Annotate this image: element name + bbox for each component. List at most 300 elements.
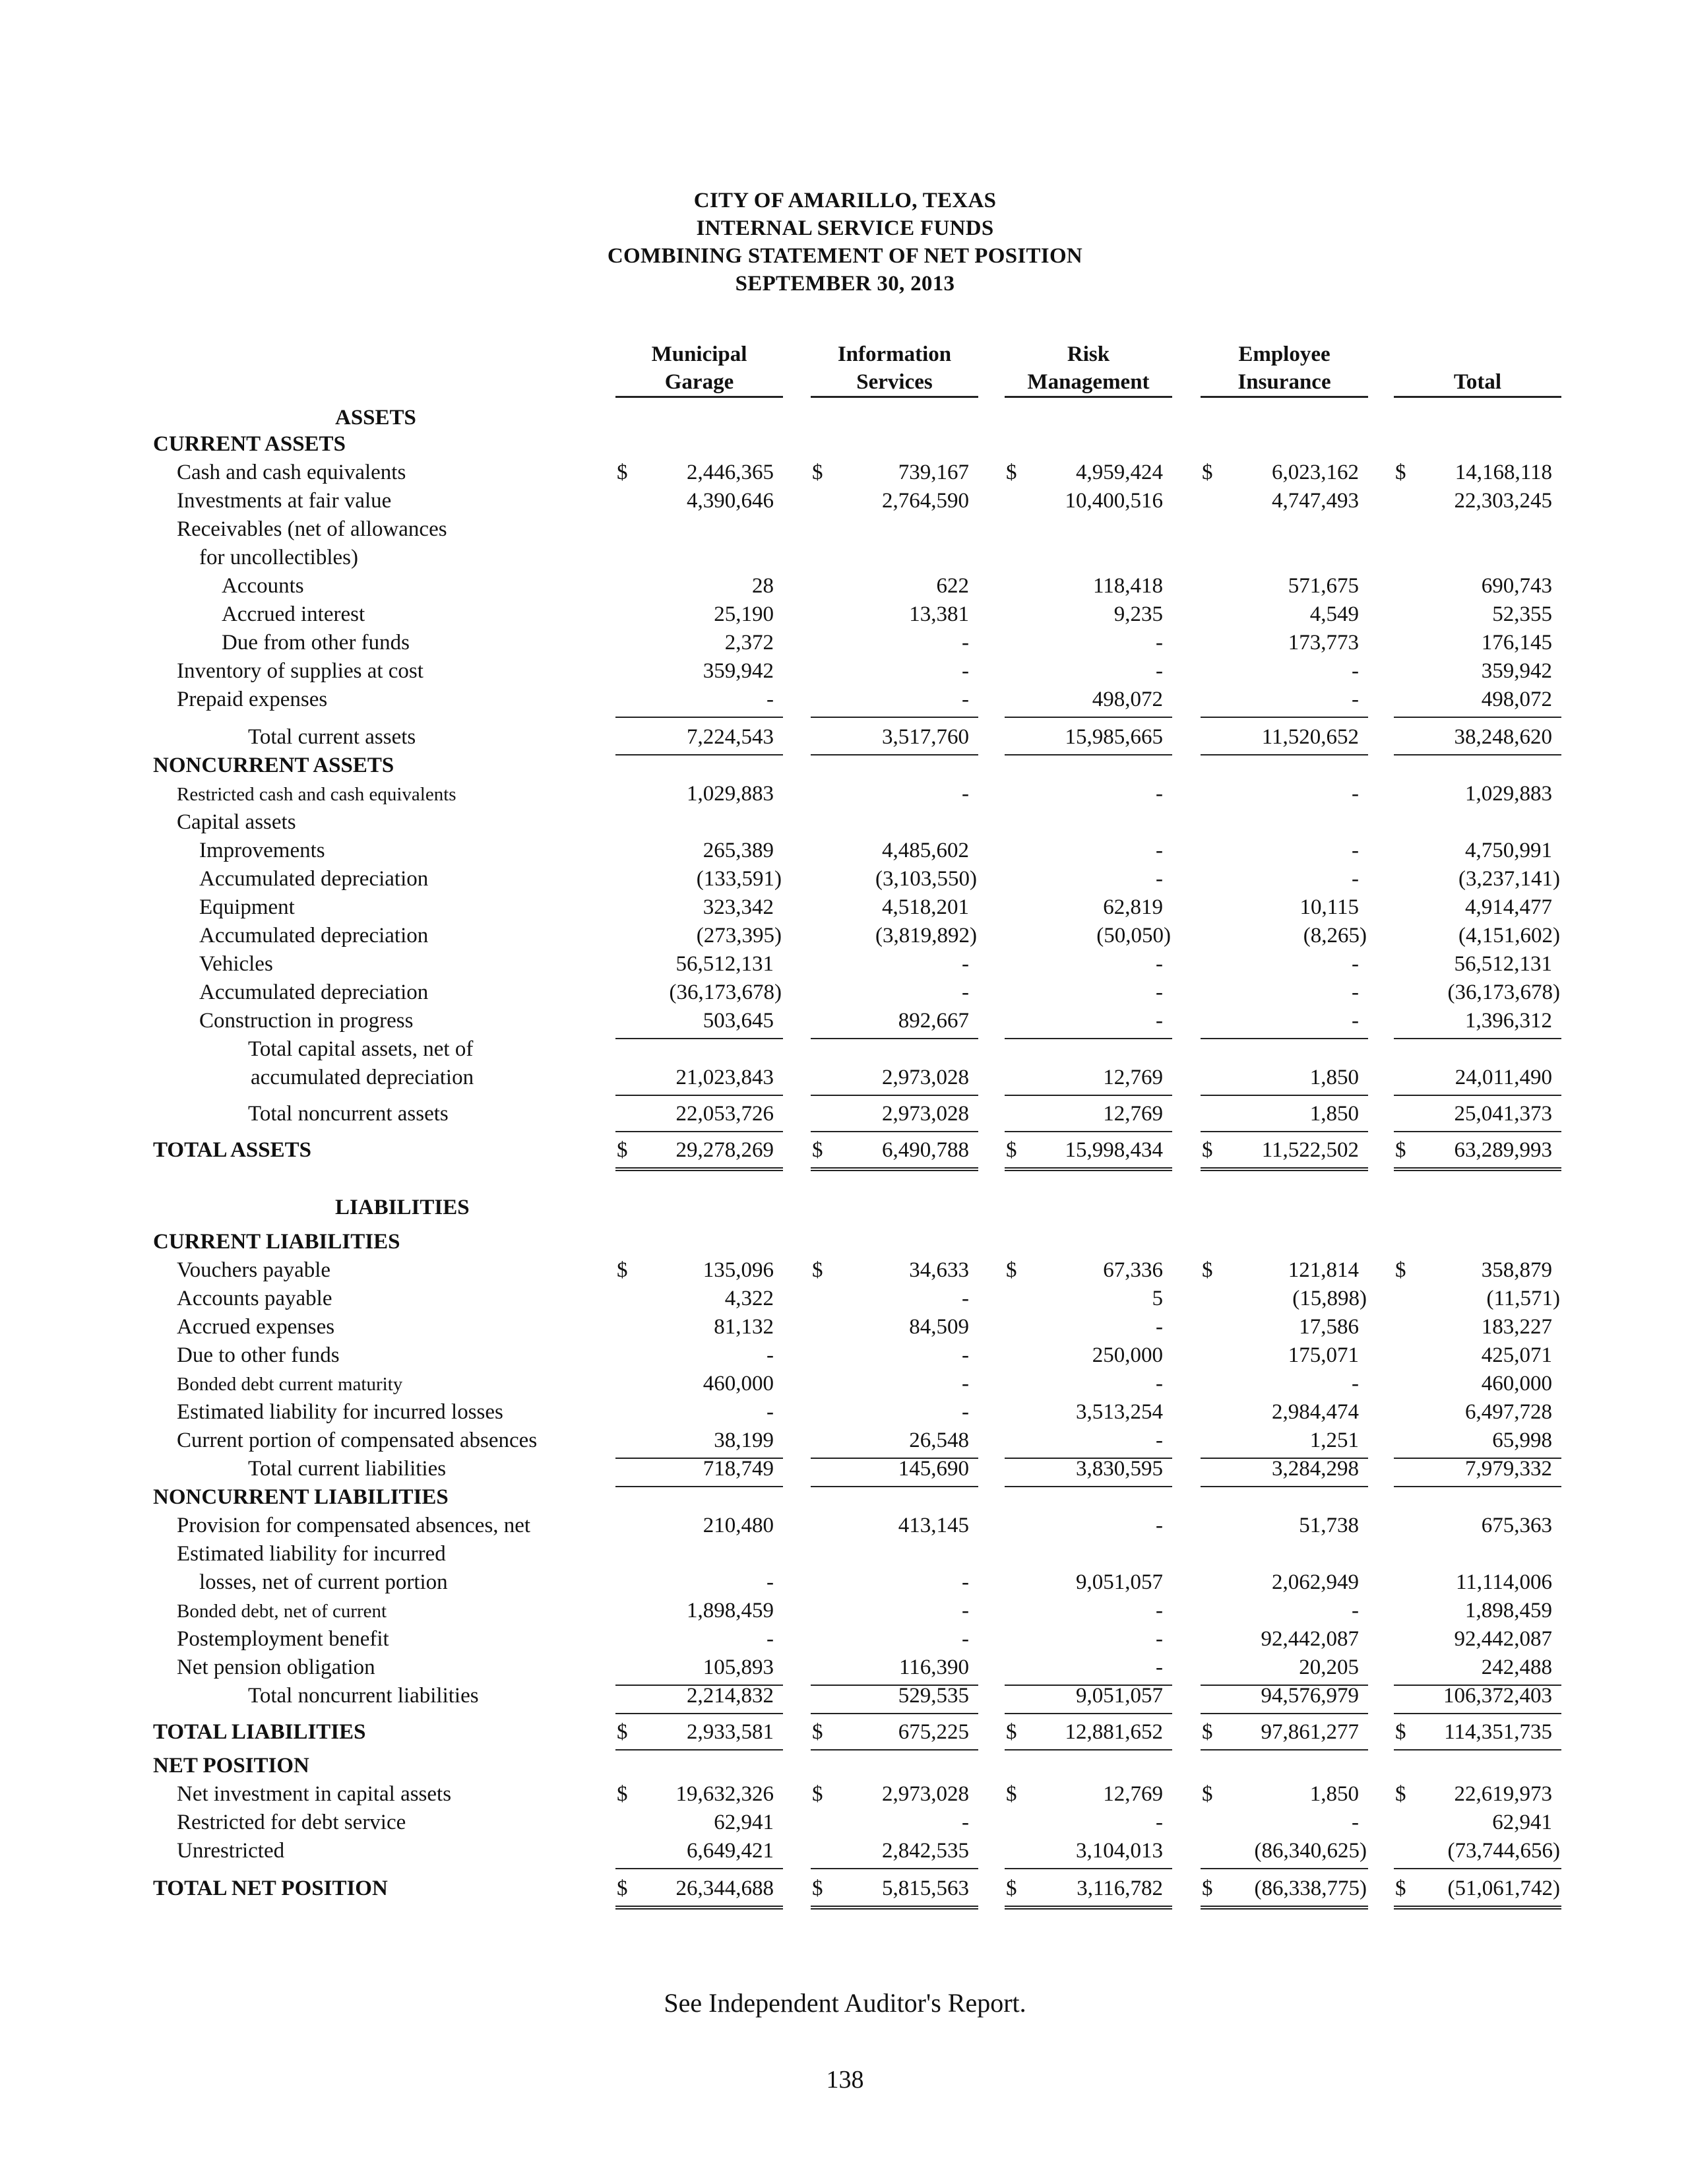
cell-value: 4,549 bbox=[1309, 602, 1359, 626]
cell-value: - bbox=[1156, 839, 1163, 862]
dollar-sign: $ bbox=[1202, 1877, 1213, 1900]
cell-value: - bbox=[962, 980, 969, 1004]
cell-information-services bbox=[811, 574, 978, 603]
table-row bbox=[0, 1457, 1690, 1486]
column-header-risk-management bbox=[1005, 340, 1172, 398]
table-row bbox=[0, 546, 1690, 575]
row-label: Cash and cash equivalents bbox=[177, 461, 406, 484]
cell-municipal-garage bbox=[615, 1400, 783, 1429]
cell-total bbox=[1394, 980, 1561, 1010]
cell-value: - bbox=[1156, 782, 1163, 806]
cell-employee-insurance bbox=[1201, 1066, 1368, 1096]
cell-value: 26,344,688 bbox=[675, 1877, 774, 1900]
cell-employee-insurance bbox=[1201, 782, 1368, 811]
cell-municipal-garage bbox=[615, 1429, 783, 1459]
cell-value: (133,591) bbox=[696, 867, 782, 891]
cell-value: 2,973,028 bbox=[882, 1102, 969, 1126]
cell-municipal-garage bbox=[615, 1009, 783, 1039]
cell-value: 145,690 bbox=[898, 1457, 969, 1481]
cell-value: 210,480 bbox=[703, 1514, 774, 1537]
cell-value: 460,000 bbox=[703, 1372, 774, 1396]
cell-total bbox=[1394, 725, 1561, 755]
row-label: Estimated liability for incurred bbox=[177, 1542, 446, 1566]
column-header-municipal-garage bbox=[615, 340, 783, 398]
cell-value: 81,132 bbox=[714, 1315, 774, 1339]
cell-value: (3,103,550) bbox=[875, 867, 977, 891]
cell-value: 413,145 bbox=[898, 1514, 969, 1537]
dollar-sign: $ bbox=[1395, 461, 1406, 484]
cell-risk-management bbox=[1005, 839, 1172, 868]
cell-employee-insurance bbox=[1201, 631, 1368, 660]
cell-value: 17,586 bbox=[1299, 1315, 1359, 1339]
table-row bbox=[0, 1258, 1690, 1287]
row-label: Accrued expenses bbox=[177, 1315, 335, 1339]
table-row bbox=[0, 1485, 1690, 1514]
cell-value: - bbox=[962, 952, 969, 976]
cell-value: 690,743 bbox=[1481, 574, 1552, 598]
table-row bbox=[0, 754, 1690, 783]
cell-information-services bbox=[811, 461, 978, 490]
cell-employee-insurance bbox=[1201, 1343, 1368, 1372]
row-label: Accounts bbox=[222, 574, 304, 598]
cell-value: 2,933,581 bbox=[687, 1720, 774, 1744]
cell-value: 21,023,843 bbox=[675, 1066, 774, 1089]
cell-value: 6,649,421 bbox=[687, 1839, 774, 1863]
cell-value: - bbox=[1352, 1009, 1359, 1033]
cell-value: - bbox=[1156, 631, 1163, 655]
cell-employee-insurance bbox=[1201, 1258, 1368, 1287]
cell-value: - bbox=[1156, 1627, 1163, 1651]
cell-value: 25,041,373 bbox=[1454, 1102, 1552, 1126]
cell-value: 106,372,403 bbox=[1443, 1684, 1552, 1708]
cell-municipal-garage bbox=[615, 1258, 783, 1287]
cell-value: 3,104,013 bbox=[1076, 1839, 1163, 1863]
cell-information-services bbox=[811, 1684, 978, 1714]
cell-value: 63,289,993 bbox=[1454, 1138, 1552, 1162]
cell-municipal-garage bbox=[615, 895, 783, 924]
cell-municipal-garage bbox=[615, 688, 783, 718]
row-label: Accumulated depreciation bbox=[199, 980, 429, 1004]
cell-value: - bbox=[962, 1811, 969, 1834]
cell-value: - bbox=[1352, 867, 1359, 891]
cell-value: (3,237,141) bbox=[1458, 867, 1560, 891]
cell-value: (273,395) bbox=[696, 924, 782, 947]
cell-risk-management bbox=[1005, 1655, 1172, 1686]
cell-risk-management bbox=[1005, 924, 1172, 953]
row-label: Equipment bbox=[199, 895, 295, 919]
cell-total bbox=[1394, 1839, 1561, 1869]
column-header-line-2: Total bbox=[1453, 370, 1502, 394]
footer-note: See Independent Auditor's Report. bbox=[664, 1988, 1026, 2018]
cell-employee-insurance bbox=[1201, 659, 1368, 688]
cell-total bbox=[1394, 782, 1561, 811]
cell-municipal-garage bbox=[615, 1599, 783, 1628]
cell-value: 34,633 bbox=[909, 1258, 969, 1282]
cell-municipal-garage bbox=[615, 1514, 783, 1543]
table-row bbox=[0, 1102, 1690, 1131]
cell-information-services bbox=[811, 631, 978, 660]
cell-municipal-garage bbox=[615, 1066, 783, 1096]
cell-value: 3,284,298 bbox=[1272, 1457, 1359, 1481]
row-label: Estimated liability for incurred losses bbox=[177, 1400, 503, 1424]
cell-value: (4,151,602) bbox=[1458, 924, 1560, 947]
cell-employee-insurance bbox=[1201, 1400, 1368, 1429]
cell-value: 7,979,332 bbox=[1465, 1457, 1552, 1481]
cell-value: 5 bbox=[1152, 1287, 1163, 1310]
table-row bbox=[0, 1138, 1690, 1167]
cell-information-services bbox=[811, 1782, 978, 1811]
cell-total bbox=[1394, 1102, 1561, 1132]
cell-value: - bbox=[1156, 1655, 1163, 1679]
cell-information-services bbox=[811, 1655, 978, 1686]
cell-municipal-garage bbox=[615, 1782, 783, 1811]
cell-value: - bbox=[1156, 1009, 1163, 1033]
cell-value: 12,769 bbox=[1103, 1066, 1163, 1089]
cell-value: 6,490,788 bbox=[882, 1138, 969, 1162]
cell-value: 2,764,590 bbox=[882, 489, 969, 513]
cell-value: 19,632,326 bbox=[675, 1782, 774, 1806]
cell-employee-insurance bbox=[1201, 980, 1368, 1010]
cell-risk-management bbox=[1005, 1372, 1172, 1401]
table-row bbox=[0, 810, 1690, 839]
cell-value: 176,145 bbox=[1481, 631, 1552, 655]
row-label: Current portion of compensated absences bbox=[177, 1429, 538, 1452]
row-label: Capital assets bbox=[177, 810, 296, 834]
cell-information-services bbox=[811, 895, 978, 924]
cell-risk-management bbox=[1005, 1066, 1172, 1096]
cell-value: 4,518,201 bbox=[882, 895, 969, 919]
title-line-3: COMBINING STATEMENT OF NET POSITION bbox=[607, 244, 1083, 268]
cell-value: - bbox=[962, 1599, 969, 1622]
cell-value: 4,485,602 bbox=[882, 839, 969, 862]
cell-value: 6,497,728 bbox=[1465, 1400, 1552, 1424]
table-row bbox=[0, 517, 1690, 546]
cell-value: - bbox=[962, 659, 969, 683]
table-row bbox=[0, 1009, 1690, 1038]
cell-risk-management bbox=[1005, 489, 1172, 518]
cell-value: 1,850 bbox=[1309, 1102, 1359, 1126]
cell-employee-insurance bbox=[1201, 461, 1368, 490]
cell-risk-management bbox=[1005, 574, 1172, 603]
dollar-sign: $ bbox=[1395, 1877, 1406, 1900]
row-label: Total noncurrent liabilities bbox=[248, 1684, 479, 1708]
cell-value: - bbox=[1156, 1514, 1163, 1537]
cell-value: 118,418 bbox=[1092, 574, 1163, 598]
row-label: Net pension obligation bbox=[177, 1655, 375, 1679]
row-label: Investments at fair value bbox=[177, 489, 392, 513]
table-row bbox=[0, 839, 1690, 868]
cell-value: - bbox=[962, 1400, 969, 1424]
row-label: losses, net of current portion bbox=[199, 1570, 448, 1594]
cell-employee-insurance bbox=[1201, 1599, 1368, 1628]
cell-employee-insurance bbox=[1201, 688, 1368, 718]
cell-value: 4,747,493 bbox=[1272, 489, 1359, 513]
cell-risk-management bbox=[1005, 952, 1172, 981]
column-header-line-2: Insurance bbox=[1237, 370, 1331, 394]
cell-total bbox=[1394, 574, 1561, 603]
cell-value: 9,051,057 bbox=[1076, 1570, 1163, 1594]
table-row bbox=[0, 1315, 1690, 1344]
table-row bbox=[0, 489, 1690, 518]
table-row bbox=[0, 1684, 1690, 1713]
cell-municipal-garage bbox=[615, 461, 783, 490]
liabilities-heading: LIABILITIES bbox=[335, 1196, 470, 1219]
cell-total bbox=[1394, 1372, 1561, 1401]
cell-information-services bbox=[811, 1457, 978, 1487]
cell-value: - bbox=[1156, 867, 1163, 891]
dollar-sign: $ bbox=[1202, 1782, 1213, 1806]
cell-employee-insurance bbox=[1201, 725, 1368, 755]
dollar-sign: $ bbox=[617, 1720, 628, 1744]
column-header-line-1: Employee bbox=[1238, 342, 1330, 366]
cell-value: - bbox=[1156, 1599, 1163, 1622]
cell-municipal-garage bbox=[615, 924, 783, 953]
cell-value: - bbox=[962, 688, 969, 711]
cell-value: 26,548 bbox=[909, 1429, 969, 1452]
dollar-sign: $ bbox=[617, 1782, 628, 1806]
cell-value: - bbox=[1352, 839, 1359, 862]
cell-value: - bbox=[1352, 980, 1359, 1004]
table-row bbox=[0, 1429, 1690, 1458]
cell-value: 24,011,490 bbox=[1455, 1066, 1552, 1089]
cell-value: - bbox=[767, 688, 774, 711]
table-row bbox=[0, 1877, 1690, 1906]
cell-value: - bbox=[962, 1372, 969, 1396]
cell-value: 1,898,459 bbox=[1465, 1599, 1552, 1622]
cell-value: - bbox=[767, 1343, 774, 1367]
table-row bbox=[0, 631, 1690, 660]
cell-employee-insurance bbox=[1201, 1102, 1368, 1132]
cell-information-services bbox=[811, 867, 978, 896]
cell-information-services bbox=[811, 1570, 978, 1599]
cell-value: - bbox=[1156, 980, 1163, 1004]
cell-value: 62,941 bbox=[714, 1811, 774, 1834]
cell-municipal-garage bbox=[615, 489, 783, 518]
table-row bbox=[0, 1287, 1690, 1316]
cell-total bbox=[1394, 1627, 1561, 1656]
cell-value: 1,029,883 bbox=[687, 782, 774, 806]
cell-value: 503,645 bbox=[703, 1009, 774, 1033]
table-row bbox=[0, 602, 1690, 631]
cell-risk-management bbox=[1005, 782, 1172, 811]
cell-value: 1,029,883 bbox=[1465, 782, 1552, 806]
row-label: accumulated depreciation bbox=[251, 1066, 474, 1089]
table-row bbox=[0, 782, 1690, 811]
cell-value: (15,898) bbox=[1292, 1287, 1367, 1310]
cell-value: 571,675 bbox=[1288, 574, 1359, 598]
cell-risk-management bbox=[1005, 1720, 1172, 1750]
cell-value: (36,173,678) bbox=[669, 980, 782, 1004]
cell-information-services bbox=[811, 1877, 978, 1910]
cell-value: 718,749 bbox=[703, 1457, 774, 1481]
cell-risk-management bbox=[1005, 1570, 1172, 1599]
cell-value: 114,351,735 bbox=[1444, 1720, 1552, 1744]
dollar-sign: $ bbox=[617, 1258, 628, 1282]
cell-municipal-garage bbox=[615, 1720, 783, 1750]
dollar-sign: $ bbox=[812, 1138, 823, 1162]
column-header-line-1 bbox=[1394, 340, 1561, 368]
cell-value: 675,225 bbox=[898, 1720, 969, 1744]
table-row bbox=[0, 1599, 1690, 1628]
cell-municipal-garage bbox=[615, 1102, 783, 1132]
table-row bbox=[0, 1811, 1690, 1840]
cell-value: 28 bbox=[752, 574, 774, 598]
row-label: Total noncurrent assets bbox=[248, 1102, 449, 1126]
table-row bbox=[0, 725, 1690, 754]
cell-value: 2,214,832 bbox=[687, 1684, 774, 1708]
page-number: 138 bbox=[826, 2066, 864, 2094]
cell-value: (73,744,656) bbox=[1447, 1839, 1560, 1863]
row-label: TOTAL LIABILITIES bbox=[153, 1720, 366, 1744]
column-header-employee-insurance bbox=[1201, 340, 1368, 398]
row-label: Bonded debt, net of current bbox=[177, 1601, 387, 1622]
cell-value: 3,513,254 bbox=[1076, 1400, 1163, 1424]
table-row bbox=[0, 1655, 1690, 1685]
cell-risk-management bbox=[1005, 1343, 1172, 1372]
table-row bbox=[0, 1230, 1690, 1259]
cell-value: - bbox=[962, 1287, 969, 1310]
cell-information-services bbox=[811, 659, 978, 688]
cell-employee-insurance bbox=[1201, 489, 1368, 518]
column-header-line-1: Risk bbox=[1067, 342, 1110, 366]
cell-value: - bbox=[767, 1627, 774, 1651]
cell-total bbox=[1394, 1514, 1561, 1543]
row-label: Prepaid expenses bbox=[177, 688, 328, 711]
cell-value: 529,535 bbox=[898, 1684, 969, 1708]
cell-employee-insurance bbox=[1201, 1570, 1368, 1599]
cell-total bbox=[1394, 1400, 1561, 1429]
row-label: Total current assets bbox=[248, 725, 416, 749]
row-label: Accumulated depreciation bbox=[199, 867, 429, 891]
cell-value: 4,390,646 bbox=[687, 489, 774, 513]
cell-value: 4,914,477 bbox=[1465, 895, 1552, 919]
cell-value: 1,850 bbox=[1309, 1782, 1359, 1806]
cell-value: 22,053,726 bbox=[675, 1102, 774, 1126]
cell-total bbox=[1394, 1315, 1561, 1344]
cell-value: 675,363 bbox=[1481, 1514, 1552, 1537]
cell-value: 38,199 bbox=[714, 1429, 774, 1452]
cell-value: 9,235 bbox=[1113, 602, 1163, 626]
row-label: CURRENT ASSETS bbox=[153, 432, 346, 456]
cell-risk-management bbox=[1005, 631, 1172, 660]
cell-value: 2,973,028 bbox=[882, 1066, 969, 1089]
dollar-sign: $ bbox=[1395, 1258, 1406, 1282]
cell-information-services bbox=[811, 952, 978, 981]
cell-total bbox=[1394, 1655, 1561, 1686]
cell-total bbox=[1394, 1684, 1561, 1714]
cell-employee-insurance bbox=[1201, 1009, 1368, 1039]
cell-value: - bbox=[767, 1570, 774, 1594]
cell-value: 250,000 bbox=[1092, 1343, 1163, 1367]
cell-value: 2,973,028 bbox=[882, 1782, 969, 1806]
cell-total bbox=[1394, 839, 1561, 868]
table-row bbox=[0, 1400, 1690, 1429]
cell-value: 10,115 bbox=[1299, 895, 1359, 919]
row-label: Total current liabilities bbox=[248, 1457, 447, 1481]
column-header-line-2: Management bbox=[1027, 370, 1150, 394]
cell-information-services bbox=[811, 602, 978, 631]
dollar-sign: $ bbox=[1006, 1720, 1017, 1744]
row-label: Bonded debt current maturity bbox=[177, 1374, 403, 1395]
cell-municipal-garage bbox=[615, 1457, 783, 1487]
cell-value: 1,850 bbox=[1309, 1066, 1359, 1089]
cell-risk-management bbox=[1005, 1684, 1172, 1714]
cell-employee-insurance bbox=[1201, 924, 1368, 953]
cell-value: 22,303,245 bbox=[1454, 489, 1552, 513]
cell-municipal-garage bbox=[615, 1627, 783, 1656]
cell-information-services bbox=[811, 1372, 978, 1401]
cell-risk-management bbox=[1005, 725, 1172, 755]
cell-value: 12,769 bbox=[1103, 1102, 1163, 1126]
cell-information-services bbox=[811, 1400, 978, 1429]
row-label: Vouchers payable bbox=[177, 1258, 331, 1282]
cell-value: 10,400,516 bbox=[1065, 489, 1163, 513]
cell-employee-insurance bbox=[1201, 1429, 1368, 1459]
dollar-sign: $ bbox=[1395, 1782, 1406, 1806]
dollar-sign: $ bbox=[812, 1782, 823, 1806]
dollar-sign: $ bbox=[1006, 1782, 1017, 1806]
cell-value: (86,338,775) bbox=[1254, 1877, 1367, 1900]
cell-value: 9,051,057 bbox=[1076, 1684, 1163, 1708]
cell-risk-management bbox=[1005, 1877, 1172, 1910]
cell-value: 25,190 bbox=[714, 602, 774, 626]
row-label: Receivables (net of allowances bbox=[177, 517, 447, 541]
cell-value: 498,072 bbox=[1092, 688, 1163, 711]
row-label: Restricted for debt service bbox=[177, 1811, 406, 1834]
row-label: Improvements bbox=[199, 839, 325, 862]
cell-total bbox=[1394, 924, 1561, 953]
cell-municipal-garage bbox=[615, 1138, 783, 1171]
table-row bbox=[0, 952, 1690, 981]
cell-value: 11,114,006 bbox=[1455, 1570, 1552, 1594]
cell-value: 56,512,131 bbox=[1454, 952, 1552, 976]
cell-value: 67,336 bbox=[1103, 1258, 1163, 1282]
cell-value: - bbox=[1352, 782, 1359, 806]
cell-value: 1,396,312 bbox=[1465, 1009, 1552, 1033]
row-label: Net investment in capital assets bbox=[177, 1782, 452, 1806]
cell-value: 92,442,087 bbox=[1261, 1627, 1359, 1651]
cell-value: 29,278,269 bbox=[675, 1138, 774, 1162]
cell-value: - bbox=[767, 1400, 774, 1424]
cell-employee-insurance bbox=[1201, 1627, 1368, 1656]
cell-value: 56,512,131 bbox=[675, 952, 774, 976]
cell-value: (50,050) bbox=[1096, 924, 1171, 947]
cell-value: 3,116,782 bbox=[1077, 1877, 1163, 1900]
cell-total bbox=[1394, 461, 1561, 490]
cell-value: 94,576,979 bbox=[1261, 1684, 1359, 1708]
cell-employee-insurance bbox=[1201, 1655, 1368, 1686]
dollar-sign: $ bbox=[1006, 1877, 1017, 1900]
cell-value: - bbox=[1352, 952, 1359, 976]
cell-risk-management bbox=[1005, 688, 1172, 718]
cell-employee-insurance bbox=[1201, 1839, 1368, 1869]
cell-value: - bbox=[1156, 1429, 1163, 1452]
row-label: Restricted cash and cash equivalents bbox=[177, 784, 456, 805]
cell-value: 359,942 bbox=[703, 659, 774, 683]
cell-value: 135,096 bbox=[703, 1258, 774, 1282]
cell-value: (36,173,678) bbox=[1447, 980, 1560, 1004]
assets-heading: ASSETS bbox=[335, 406, 416, 430]
dollar-sign: $ bbox=[812, 1877, 823, 1900]
cell-value: 359,942 bbox=[1481, 659, 1552, 683]
cell-value: 116,390 bbox=[898, 1655, 969, 1679]
cell-total bbox=[1394, 1138, 1561, 1171]
cell-municipal-garage bbox=[615, 602, 783, 631]
dollar-sign: $ bbox=[1202, 461, 1213, 484]
cell-risk-management bbox=[1005, 1400, 1172, 1429]
row-label: Construction in progress bbox=[199, 1009, 414, 1033]
cell-value: - bbox=[962, 782, 969, 806]
